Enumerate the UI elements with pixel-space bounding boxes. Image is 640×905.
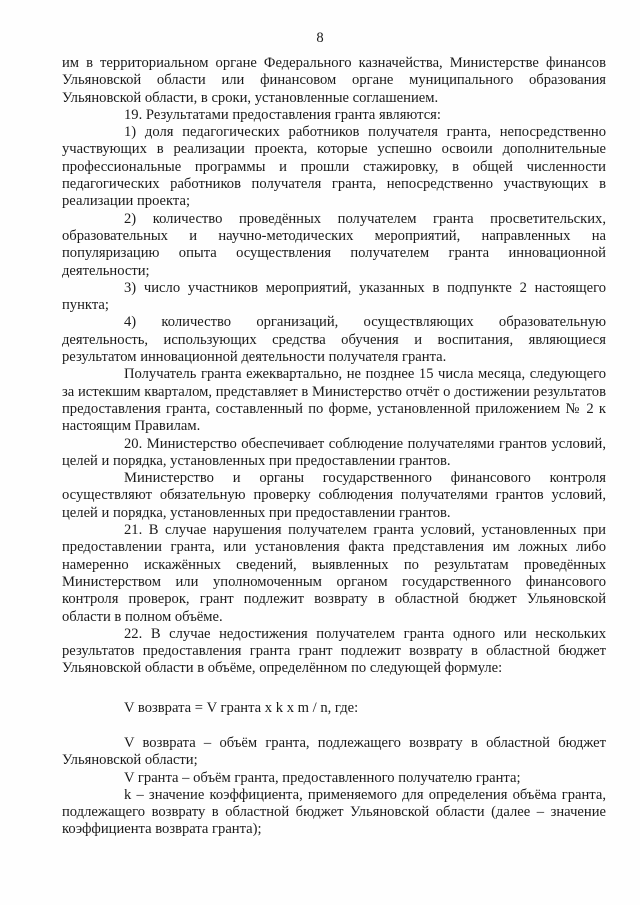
formula: V возврата = V гранта x k x m / n, где:: [124, 699, 359, 716]
document-body: [62, 55, 606, 839]
paragraph-20-control: Министерство и органы государственного финансового контроля осуществляют обязательную проверку соблюдения получателями грантов условий, целей и порядка, установленных при предоставлении грантов.: [62, 470, 606, 521]
spacer: [62, 678, 606, 700]
paragraph-19-item-2: 2) количество проведённых получателем гранта просветительских, образовательных и научно-методических мероприятий, направленных на популяризацию опыта осуществления получателем гранта инновационной деятельности;: [62, 210, 606, 279]
definition-v-grant: V гранта – объём гранта, предоставленного получателю гранта;: [124, 769, 521, 786]
paragraph-19-item-1: 1) доля педагогических работников получателя гранта, непосредственно участвующих в реализации проекта, которые успешно освоили дополнительные профессиональные программы и прошли стажировку, в общей численности педагогических работников получателя гранта, непосредственно участвующих в реализации проекта;: [62, 124, 606, 210]
paragraph-20: 20. Министерство обеспечивает соблюдение получателями грантов условий, целей и порядка, установленных при предоставлении грантов.: [62, 435, 606, 469]
paragraph-22: 22. В случае недостижения получателем гранта одного или нескольких результатов предоставления гранта грант подлежит возврату в областной бюджет Ульяновской области в объёме, определённом по следующей формуле:: [62, 625, 606, 677]
paragraph-19-item-4: 4) количество организаций, осуществляющих образовательную деятельность, использующих средства обучения и воспитания, являющиеся результатом инновационной деятельности получателя гранта.: [62, 314, 606, 366]
definition-v-return: V возврата – объём гранта, подлежащего возврату в областной бюджет Ульяновской области;: [62, 734, 606, 769]
paragraph-21: 21. В случае нарушения получателем гранта условий, установленных при предоставлении гранта, или установления факта представления им ложных либо намеренно искажённых сведений, выявленных по результатам проведённых Министерством или уполномоченным органом государственного финансового контроля проверок, грант подлежит возврату в областной бюджет Ульяновской области в полном объёме.: [62, 522, 606, 625]
definition-k: k – значение коэффициента, применяемого для определения объёма гранта, подлежащего возврату в областной бюджет Ульяновской области (далее – значение коэффициента возврата гранта);: [62, 786, 606, 838]
paragraph-19-report: Получатель гранта ежеквартально, не позднее 15 числа месяца, следующего за истекшим кварталом, представляет в Министерство отчёт о достижении результатов предоставления гранта, составленный по форме, установленной приложением № 2 к настоящим Правилам.: [62, 366, 606, 435]
paragraph-19-heading: 19. Результатами предоставления гранта являются:: [124, 106, 441, 123]
spacer: [62, 717, 606, 735]
paragraph-19-item-3: 3) число участников мероприятий, указанных в подпункте 2 настоящего пункта;: [62, 279, 606, 314]
paragraph-continuation: им в территориальном органе Федерального казначейства, Министерстве финансов Ульяновской области или финансовом органе муниципального образования Ульяновской области, в сроки, установленные соглашением.: [62, 55, 606, 106]
page-number: 8: [316, 30, 324, 46]
